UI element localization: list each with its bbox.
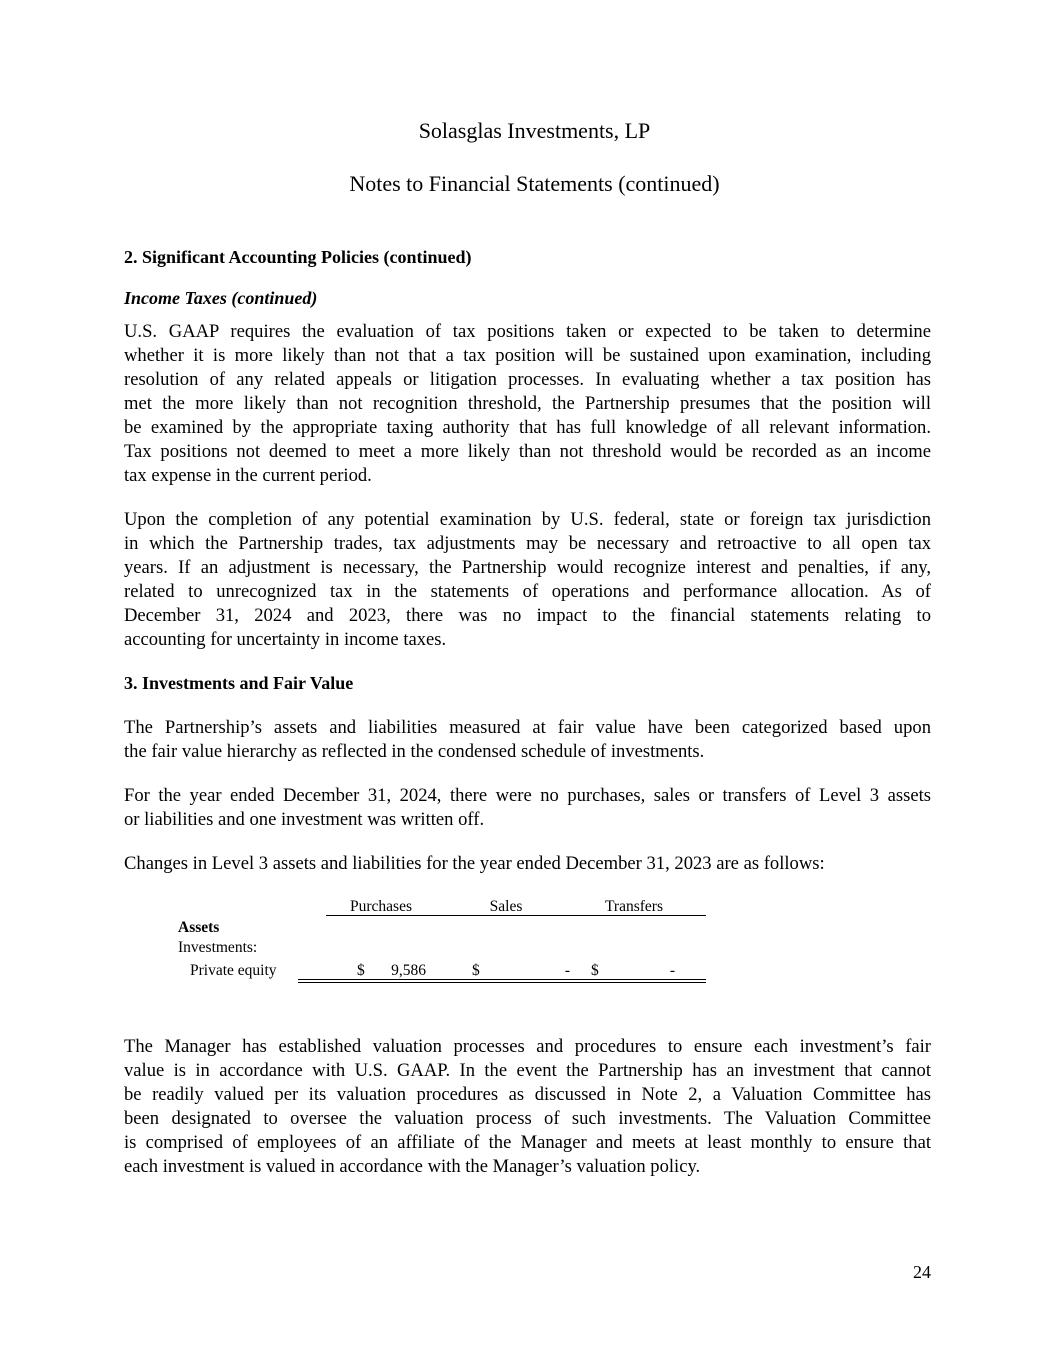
paragraph-line: Upon the completion of any potential examination by U.S. federal, state or foreign tax jurisdiction: [124, 509, 931, 530]
transfers-currency: $: [591, 962, 599, 979]
paragraph-line: been designated to oversee the valuation process of such investments. The Valuation Committee: [124, 1108, 931, 1129]
paragraph-line: be examined by the appropriate taxing authority that has full knowledge of all relevant information.: [124, 417, 931, 438]
section-subheading: Income Taxes (continued): [124, 288, 318, 308]
total-double-underline-bottom: [298, 982, 706, 983]
paragraph-line: whether it is more likely than not that a tax position will be sustained upon examination, including: [124, 345, 931, 366]
column-header-sales: Sales: [489, 898, 523, 915]
paragraph-line: Changes in Level 3 assets and liabilities for the year ended December 31, 2023 are as follows:: [124, 853, 825, 874]
section-heading: 3. Investments and Fair Value: [124, 673, 354, 693]
sales-value: -: [564, 962, 570, 979]
document-title: Solasglas Investments, LP: [418, 118, 651, 143]
column-header-purchases: Purchases: [350, 898, 412, 915]
transfers-value: -: [669, 962, 675, 979]
paragraph-line: in which the Partnership trades, tax adjustments may be necessary and retroactive to all open tax: [124, 533, 931, 554]
paragraph-line: or liabilities and one investment was written off.: [124, 809, 485, 830]
paragraph-line: December 31, 2024 and 2023, there was no impact to the financial statements relating to: [124, 605, 931, 626]
page-number: 24: [913, 1262, 931, 1282]
header-underline: [326, 915, 706, 916]
paragraph-line: is comprised of employees of an affiliate of the Manager and meets at least monthly to ensure that: [124, 1132, 931, 1153]
paragraph-line: The Manager has established valuation processes and procedures to ensure each investment’s fair: [124, 1036, 931, 1057]
paragraph-line: accounting for uncertainty in income taxes.: [124, 629, 447, 650]
paragraph-line: Tax positions not deemed to meet a more likely than not threshold would be recorded as an income: [124, 441, 931, 462]
paragraph-line: each investment is valued in accordance with the Manager’s valuation policy.: [124, 1156, 701, 1177]
subgroup-label: Investments:: [178, 939, 258, 956]
paragraph-line: be readily valued per its valuation procedures as discussed in Note 2, a Valuation Committee has: [124, 1084, 931, 1105]
column-header-transfers: Transfers: [605, 898, 663, 915]
paragraph-line: the fair value hierarchy as reflected in the condensed schedule of investments.: [124, 741, 705, 762]
group-label: Assets: [178, 919, 220, 936]
paragraph-line: met the more likely than not recognition threshold, the Partnership presumes that the position will: [124, 393, 931, 414]
section-heading: 2. Significant Accounting Policies (continued): [124, 247, 472, 267]
paragraph-line: resolution of any related appeals or litigation processes. In evaluating whether a tax position has: [124, 369, 931, 390]
paragraph-line: years. If an adjustment is necessary, the Partnership would recognize interest and penalties, if any,: [124, 557, 931, 578]
purchases-currency: $: [357, 962, 365, 979]
paragraph-line: tax expense in the current period.: [124, 465, 372, 486]
paragraph-line: The Partnership’s assets and liabilities measured at fair value have been categorized based upon: [124, 717, 931, 738]
paragraph-line: value is in accordance with U.S. GAAP. In the event the Partnership has an investment that cannot: [124, 1060, 931, 1081]
paragraph-line: For the year ended December 31, 2024, there were no purchases, sales or transfers of Level 3 assets: [124, 785, 931, 806]
sales-currency: $: [472, 962, 480, 979]
row-label: Private equity: [190, 962, 277, 979]
purchases-value: 9,586: [391, 962, 426, 979]
paragraph-line: U.S. GAAP requires the evaluation of tax positions taken or expected to be taken to determine: [124, 321, 931, 342]
paragraph-line: related to unrecognized tax in the statements of operations and performance allocation. As of: [124, 581, 931, 602]
document-subtitle: Notes to Financial Statements (continued): [349, 171, 720, 196]
total-double-underline-top: [298, 979, 706, 980]
